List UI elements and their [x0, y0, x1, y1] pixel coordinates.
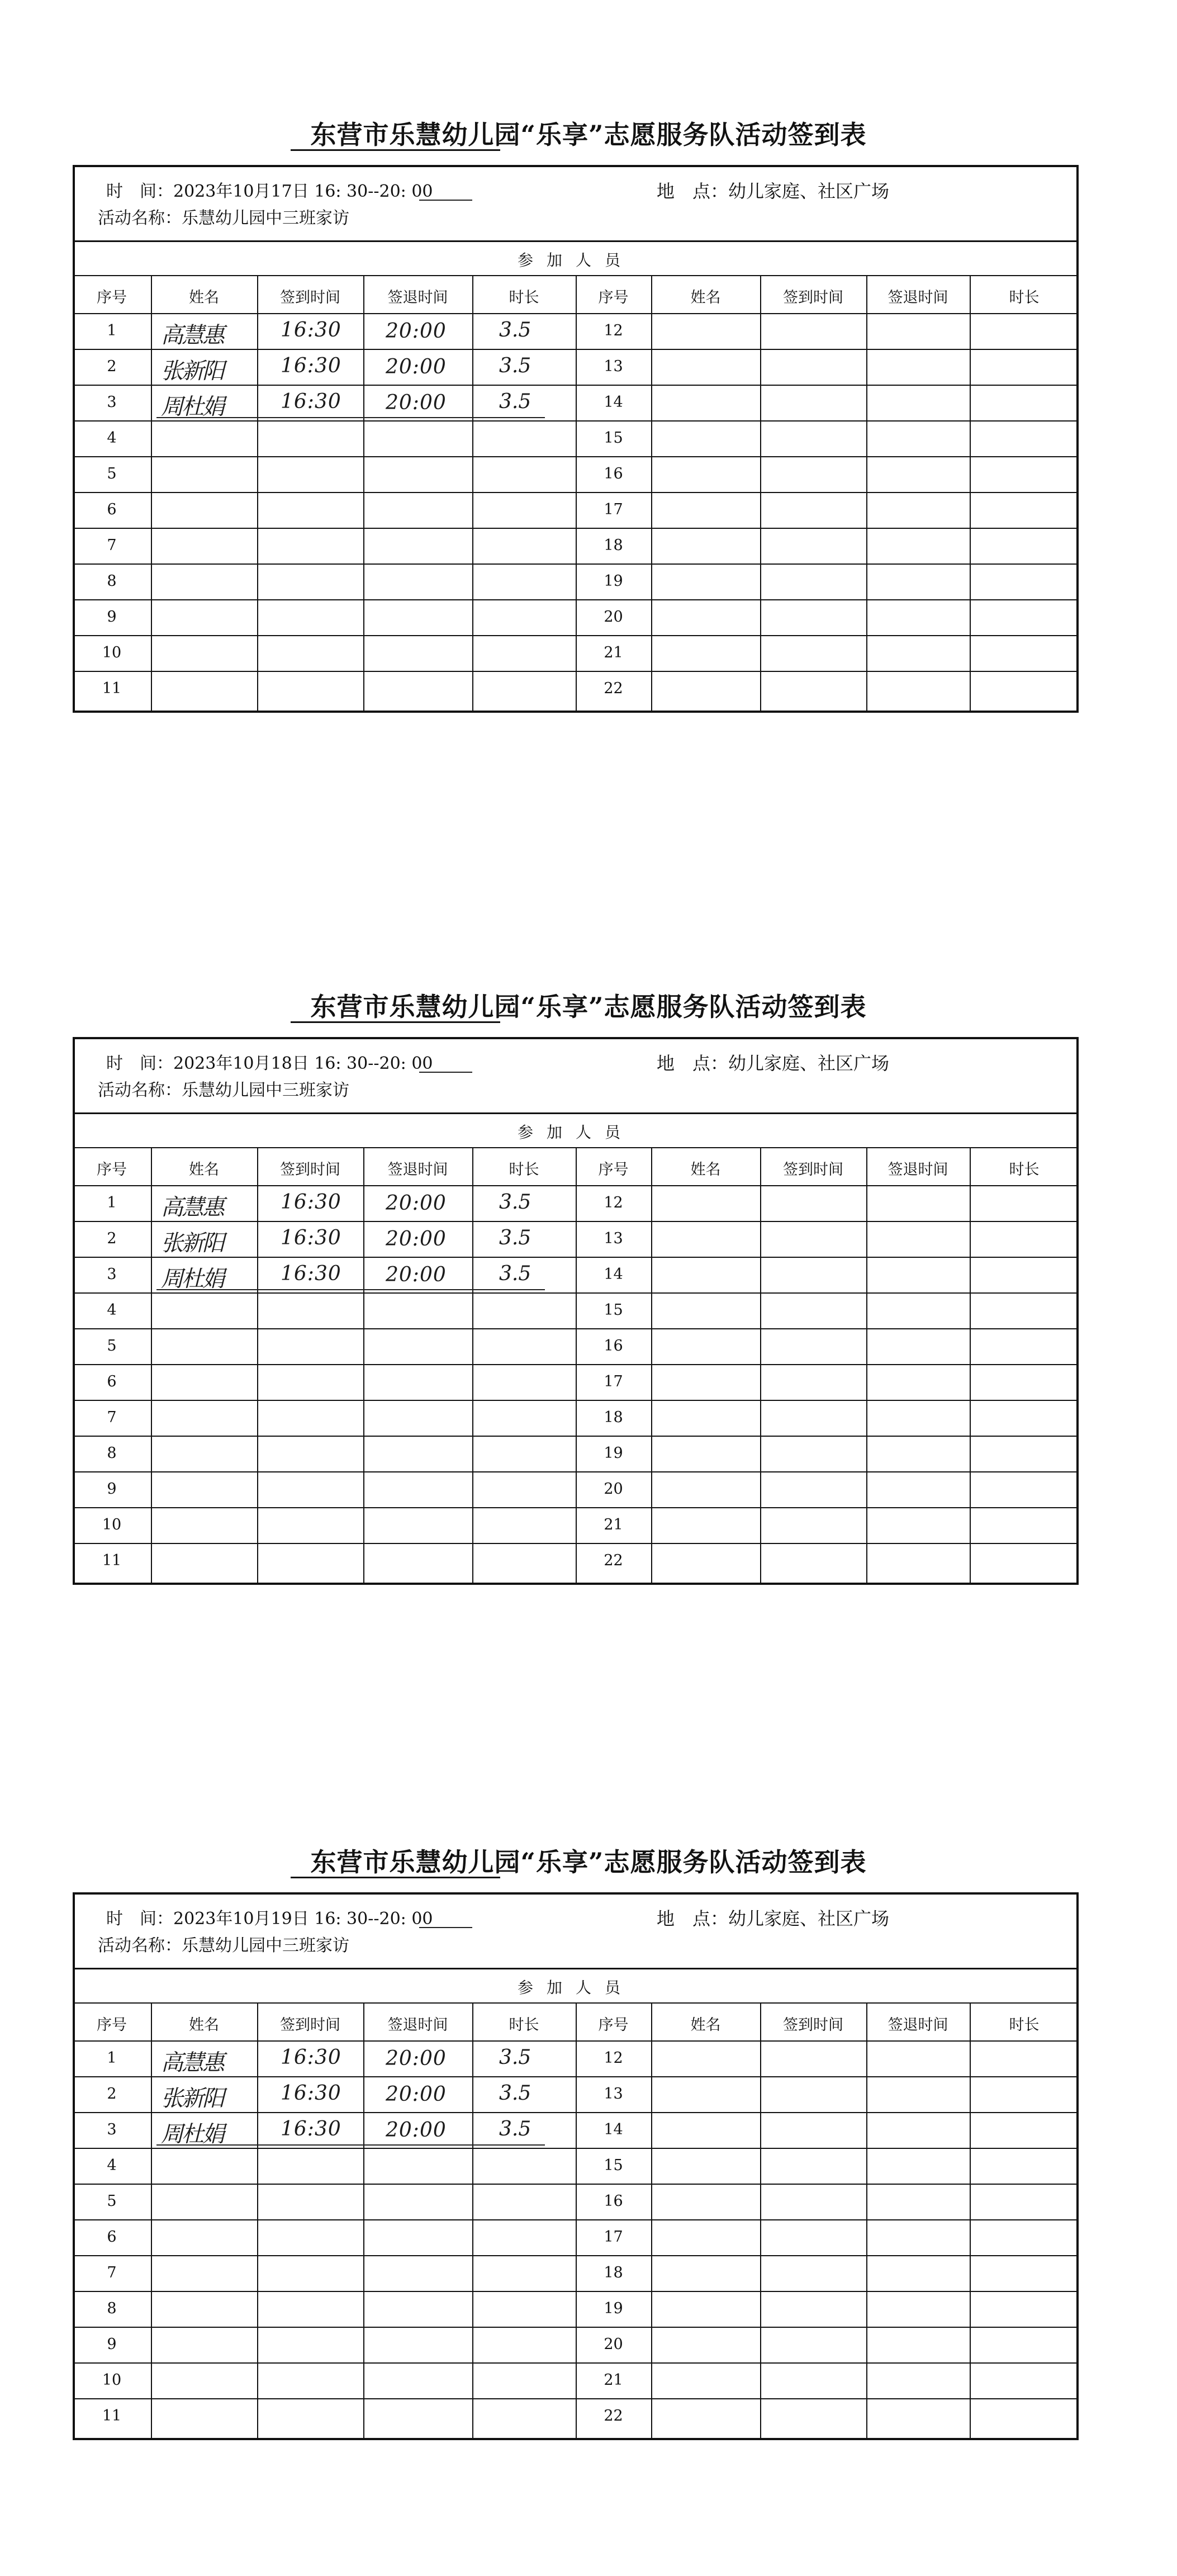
place-line — [657, 1905, 889, 1930]
row-number: 12 — [604, 322, 623, 339]
row-number: 14 — [604, 1266, 623, 1283]
column-divider — [651, 2002, 652, 2440]
handwritten-duration: 3.5 — [499, 1191, 531, 1214]
column-header: 签到时间 — [783, 289, 843, 306]
row-number: 18 — [604, 1409, 623, 1426]
column-header: 序号 — [598, 2016, 629, 2034]
time-underline — [419, 1927, 472, 1928]
participants-header: 参加人员 — [517, 251, 634, 269]
column-header: 序号 — [97, 2016, 127, 2034]
handwritten-name: 张新阳 — [161, 2086, 223, 2111]
column-header: 签退时间 — [888, 1161, 948, 1178]
column-header: 签到时间 — [783, 1161, 843, 1178]
handwritten-duration: 3.5 — [499, 390, 531, 413]
column-header: 签退时间 — [888, 2016, 948, 2034]
row-number: 14 — [604, 2121, 623, 2138]
handwritten-sign-in: 16:30 — [281, 2046, 341, 2069]
row-number: 6 — [107, 2228, 117, 2246]
row-number: 19 — [604, 1445, 623, 1462]
activity-label: 活动名称： — [98, 209, 182, 228]
row-number: 19 — [604, 2300, 623, 2317]
sheet-title: 东营市乐慧幼儿园“乐享”志愿服务队活动签到表 — [310, 992, 867, 1022]
handwritten-sign-in: 16:30 — [281, 1191, 341, 1214]
handwritten-sign-out: 20:00 — [386, 2119, 447, 2142]
place-value: 幼儿家庭、社区广场 — [728, 1053, 890, 1074]
time-value: 2023年10月18日 16: 30--20: 00 — [173, 1054, 433, 1073]
handwritten-sign-in: 16:30 — [281, 354, 341, 377]
row-number: 21 — [604, 644, 623, 661]
handwritten-duration: 3.5 — [499, 1227, 531, 1249]
pen-stroke — [450, 2144, 545, 2146]
handwritten-sign-in: 16:30 — [281, 1262, 341, 1285]
handwritten-sign-out: 20:00 — [386, 1228, 447, 1251]
handwritten-sign-out: 20:00 — [386, 2047, 447, 2070]
column-header: 时长 — [509, 2016, 539, 2034]
row-number: 16 — [604, 2193, 623, 2210]
handwritten-sign-in: 16:30 — [281, 2118, 341, 2141]
column-header: 签到时间 — [280, 289, 340, 306]
time-label: 时 间： — [106, 1054, 173, 1073]
row-number: 7 — [107, 1409, 117, 1426]
participants-header: 参加人员 — [517, 1123, 634, 1142]
handwritten-sign-out: 20:00 — [386, 2083, 447, 2106]
time-line — [106, 1905, 433, 1929]
row-number: 17 — [604, 2228, 623, 2246]
row-number: 3 — [107, 2121, 117, 2138]
row-number: 16 — [604, 1337, 623, 1355]
column-header: 序号 — [598, 289, 629, 306]
column-header: 时长 — [1009, 2016, 1040, 2034]
activity-value: 乐慧幼儿园中三班家访 — [182, 1081, 349, 1100]
row-number: 18 — [604, 2264, 623, 2281]
column-header: 姓名 — [690, 289, 721, 306]
column-header: 时长 — [509, 1161, 539, 1178]
row-number: 11 — [102, 1552, 122, 1569]
column-header: 时长 — [1009, 1161, 1040, 1178]
row-number: 2 — [107, 1230, 117, 1247]
handwritten-name: 周杜娟 — [161, 394, 223, 420]
handwritten-duration: 3.5 — [499, 354, 531, 377]
handwritten-name: 张新阳 — [161, 358, 223, 384]
handwritten-duration: 3.5 — [499, 2082, 531, 2105]
column-header: 签到时间 — [280, 2016, 340, 2034]
row-number: 6 — [107, 1373, 117, 1390]
time-label: 时 间： — [106, 182, 173, 201]
time-label: 时 间： — [106, 1909, 173, 1929]
row-number: 7 — [107, 537, 117, 554]
activity-label: 活动名称： — [98, 1081, 182, 1100]
handwritten-name: 高慧惠 — [161, 1195, 223, 1220]
handwritten-name: 周杜娟 — [161, 2122, 223, 2147]
column-divider — [363, 2002, 364, 2440]
handwritten-name: 高慧惠 — [161, 323, 223, 348]
row-number: 7 — [107, 2264, 117, 2281]
column-header: 姓名 — [189, 289, 219, 306]
column-header: 姓名 — [189, 1161, 219, 1178]
row-number: 18 — [604, 537, 623, 554]
column-divider — [970, 2002, 971, 2440]
divider — [73, 1968, 1079, 1969]
column-header: 序号 — [97, 1161, 127, 1178]
handwritten-duration: 3.5 — [499, 1262, 531, 1285]
row-number: 17 — [604, 501, 623, 518]
handwritten-sign-out: 20:00 — [386, 320, 447, 343]
handwritten-sign-in: 16:30 — [281, 390, 341, 413]
row-number: 22 — [604, 680, 623, 697]
column-header: 序号 — [598, 1161, 629, 1178]
handwritten-sign-out: 20:00 — [386, 356, 447, 378]
row-number: 15 — [604, 1301, 623, 1319]
row-number: 21 — [604, 1516, 623, 1533]
column-header: 签到时间 — [280, 1161, 340, 1178]
activity-value: 乐慧幼儿园中三班家访 — [182, 209, 349, 228]
row-number: 10 — [102, 644, 122, 661]
place-label: 地 点： — [657, 1053, 729, 1074]
row-number: 13 — [604, 1230, 623, 1247]
column-header: 签退时间 — [888, 289, 948, 306]
row-number: 11 — [102, 2407, 122, 2425]
row-number: 8 — [107, 1445, 117, 1462]
column-header: 时长 — [509, 289, 539, 306]
handwritten-sign-in: 16:30 — [281, 1227, 341, 1249]
row-number: 15 — [604, 2157, 623, 2174]
row-number: 2 — [107, 358, 117, 375]
row-number: 21 — [604, 2371, 623, 2389]
column-divider — [151, 2002, 152, 2440]
row-number: 12 — [604, 1194, 623, 1211]
row-number: 5 — [107, 2193, 117, 2210]
row-number: 16 — [604, 465, 623, 482]
row-number: 1 — [107, 1194, 117, 1211]
handwritten-sign-in: 16:30 — [281, 2082, 341, 2105]
row-number: 22 — [604, 2407, 623, 2425]
row-number: 20 — [604, 1480, 623, 1498]
handwritten-name: 周杜娟 — [161, 1266, 223, 1292]
column-divider — [866, 2002, 867, 2440]
column-divider — [760, 2002, 761, 2440]
column-header: 姓名 — [690, 2016, 721, 2034]
row-number: 5 — [107, 1337, 117, 1355]
row-number: 19 — [604, 572, 623, 590]
time-value: 2023年10月19日 16: 30--20: 00 — [173, 1909, 433, 1929]
column-header: 姓名 — [690, 1161, 721, 1178]
column-divider — [257, 2002, 258, 2440]
row-number: 10 — [102, 1516, 122, 1533]
row-number: 5 — [107, 465, 117, 482]
row-number: 8 — [107, 572, 117, 590]
activity-value: 乐慧幼儿园中三班家访 — [182, 1936, 349, 1955]
sheet-title: 东营市乐慧幼儿园“乐享”志愿服务队活动签到表 — [310, 120, 867, 150]
handwritten-duration: 3.5 — [499, 2118, 531, 2141]
row-number: 8 — [107, 2300, 117, 2317]
activity-line — [98, 1931, 349, 1956]
row-number: 20 — [604, 2336, 623, 2353]
row-number: 1 — [107, 2049, 117, 2067]
row-number: 11 — [102, 680, 122, 697]
column-header: 签退时间 — [387, 1161, 448, 1178]
row-number: 20 — [604, 608, 623, 626]
column-divider — [576, 2002, 577, 2440]
handwritten-duration: 3.5 — [499, 319, 531, 342]
column-header: 签到时间 — [783, 2016, 843, 2034]
column-header: 时长 — [1009, 289, 1040, 306]
sheet-title: 东营市乐慧幼儿园“乐享”志愿服务队活动签到表 — [310, 1847, 867, 1877]
pen-stroke — [156, 2144, 458, 2146]
handwritten-sign-in: 16:30 — [281, 319, 341, 342]
participants-header: 参加人员 — [517, 1978, 634, 1997]
row-number: 22 — [604, 1552, 623, 1569]
handwritten-duration: 3.5 — [499, 2046, 531, 2069]
row-number: 13 — [604, 358, 623, 375]
column-divider — [472, 2002, 473, 2440]
row-number: 3 — [107, 1266, 117, 1283]
time-value: 2023年10月17日 16: 30--20: 00 — [173, 182, 433, 201]
row-number: 17 — [604, 1373, 623, 1390]
row-number: 2 — [107, 2085, 117, 2103]
row-number: 4 — [107, 1301, 117, 1319]
activity-label: 活动名称： — [98, 1936, 182, 1955]
place-label: 地 点： — [657, 181, 729, 202]
row-number: 9 — [107, 1480, 117, 1498]
handwritten-name: 高慧惠 — [161, 2050, 223, 2076]
row-number: 4 — [107, 429, 117, 447]
row-number: 3 — [107, 394, 117, 411]
place-label: 地 点： — [657, 1908, 729, 1929]
row-number: 13 — [604, 2085, 623, 2103]
row-number: 14 — [604, 394, 623, 411]
column-header: 签退时间 — [387, 2016, 448, 2034]
handwritten-name: 张新阳 — [161, 1230, 223, 1256]
handwritten-sign-out: 20:00 — [386, 1192, 447, 1215]
row-number: 10 — [102, 2371, 122, 2389]
row-number: 1 — [107, 322, 117, 339]
handwritten-sign-out: 20:00 — [386, 1263, 447, 1286]
column-header: 姓名 — [189, 2016, 219, 2034]
row-number: 6 — [107, 501, 117, 518]
row-number: 9 — [107, 608, 117, 626]
row-number: 12 — [604, 2049, 623, 2067]
place-value: 幼儿家庭、社区广场 — [728, 181, 890, 202]
title-underline — [291, 1877, 500, 1878]
row-number: 15 — [604, 429, 623, 447]
row-number: 4 — [107, 2157, 117, 2174]
column-header: 签退时间 — [387, 289, 448, 306]
handwritten-sign-out: 20:00 — [386, 391, 447, 414]
row-number: 9 — [107, 2336, 117, 2353]
place-value: 幼儿家庭、社区广场 — [728, 1908, 890, 1929]
column-header: 序号 — [97, 289, 127, 306]
